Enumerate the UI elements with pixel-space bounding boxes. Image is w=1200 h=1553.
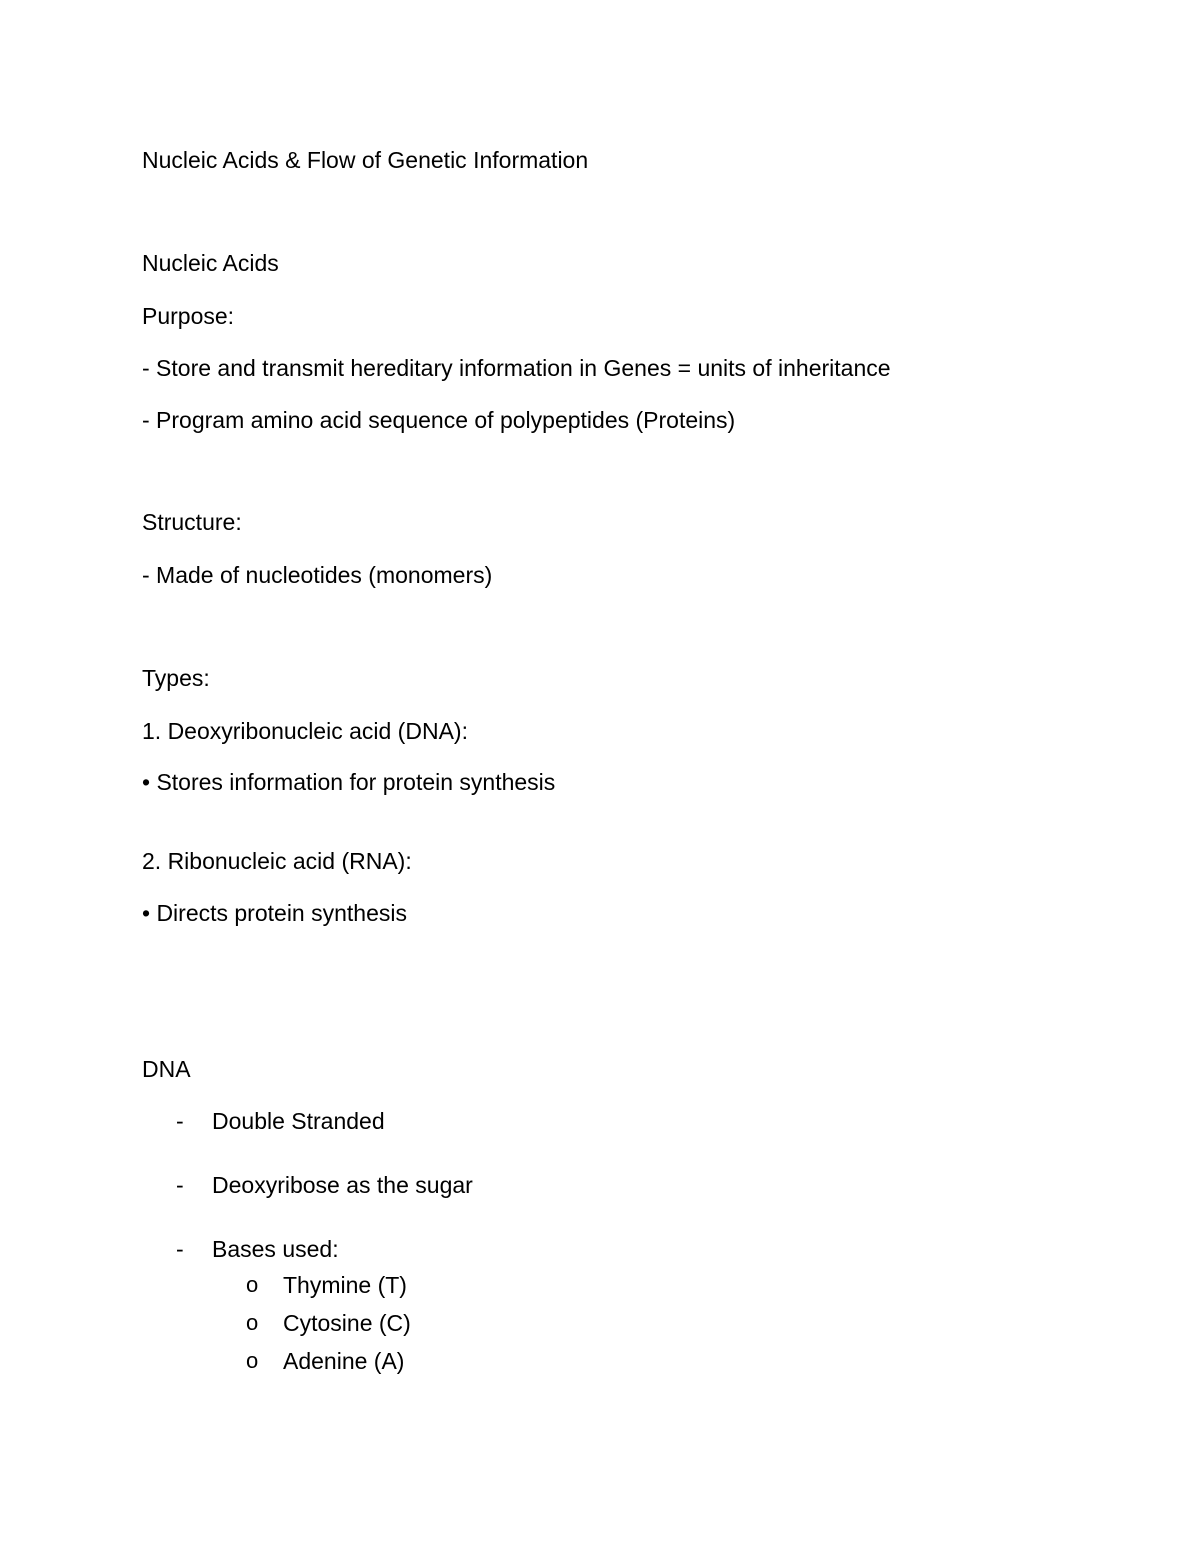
type-detail-rna: • Directs protein synthesis	[142, 900, 407, 926]
dna-item: Deoxyribose as the sugar	[212, 1172, 473, 1198]
purpose-label: Purpose:	[142, 303, 235, 329]
base-item: Thymine (T)	[283, 1272, 407, 1298]
purpose-item: - Program amino acid sequence of polypeptides (Proteins)	[142, 407, 736, 433]
structure-item: - Made of nucleotides (monomers)	[142, 562, 493, 588]
dash-bullet: -	[176, 1236, 184, 1262]
base-item: Adenine (A)	[283, 1348, 405, 1374]
structure-label: Structure:	[142, 509, 242, 535]
type-detail-dna: • Stores information for protein synthesis	[142, 769, 556, 795]
dash-bullet: -	[176, 1108, 184, 1134]
dash-bullet: -	[176, 1172, 184, 1198]
base-item: Cytosine (C)	[283, 1310, 411, 1336]
circle-bullet: o	[246, 1348, 259, 1373]
dna-item: Double Stranded	[212, 1108, 385, 1134]
type-name-dna: 1. Deoxyribonucleic acid (DNA):	[142, 718, 468, 744]
section-heading-nucleic-acids: Nucleic Acids	[142, 250, 279, 276]
types-label: Types:	[142, 665, 210, 691]
purpose-item: - Store and transmit hereditary information in Genes = units of inheritance	[142, 355, 891, 381]
dna-heading: DNA	[142, 1056, 191, 1082]
type-name-rna: 2. Ribonucleic acid (RNA):	[142, 848, 412, 874]
circle-bullet: o	[246, 1310, 259, 1335]
document-title: Nucleic Acids & Flow of Genetic Information	[142, 147, 589, 173]
dna-item: Bases used:	[212, 1236, 339, 1262]
circle-bullet: o	[246, 1272, 259, 1297]
